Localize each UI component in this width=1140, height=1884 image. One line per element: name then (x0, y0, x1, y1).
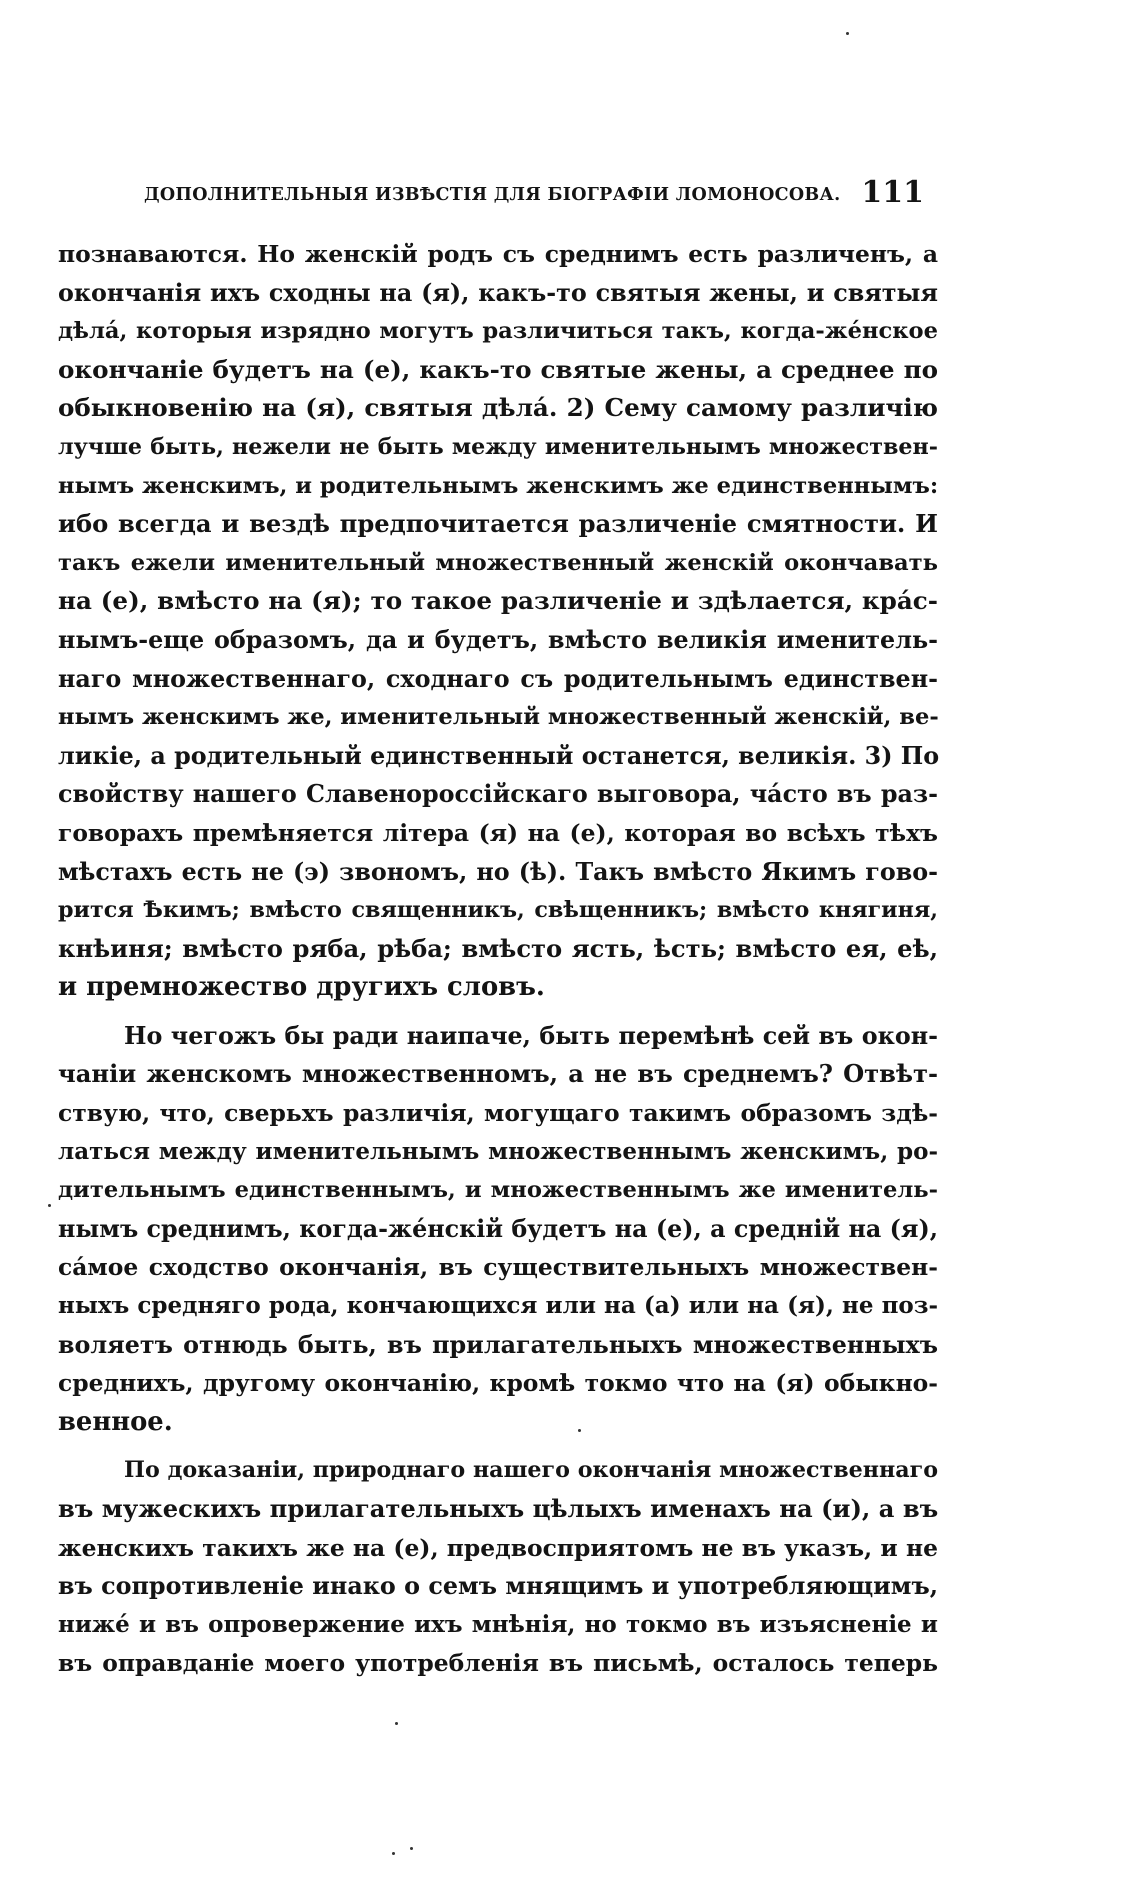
text-line: са́мое сходство окончанія, въ существительныхъ множествен- (58, 1253, 938, 1282)
paragraph-container (58, 235, 938, 1683)
text-line: ныхъ средняго рода, кончающихся или на (а) или на (я), не поз- (58, 1292, 938, 1320)
text-line: чаніи женскомъ множественномъ, а не въ среднемъ? Отвѣт- (58, 1059, 938, 1089)
text-line: познаваются. Но женскій родъ съ среднимъ есть различенъ, а (58, 240, 938, 268)
text-line: нымъ-еще образомъ, да и будетъ, вмѣсто великія именитель- (58, 625, 938, 654)
text-line: лучше быть, нежели не быть между именительнымъ множествен- (58, 433, 938, 460)
text-line: латься между именительнымъ множественнымъ женскимъ, ро- (58, 1137, 938, 1165)
text-line: По доказаніи, природнаго нашего окончанія множественнаго (124, 1457, 938, 1484)
text-line: въ сопротивленіе инако о семъ мнящимъ и употребляющимъ, (58, 1572, 938, 1601)
text-line: ствую, что, сверьхъ различія, могущаго такимъ образомъ здѣ- (58, 1099, 938, 1128)
running-title: ДОПОЛНИТЕЛЬНЫЯ ИЗВѢСТІЯ ДЛЯ БІОГРАФІИ ЛОМОНОСОВА. (144, 185, 841, 205)
dust-speck (392, 1852, 395, 1855)
text-line: мѣстахъ есть не (э) звономъ, но (ѣ). Такъ вмѣсто Якимъ гово- (58, 857, 938, 886)
paragraph-gap (58, 1441, 938, 1451)
text-line: въ мужескихъ прилагательныхъ цѣлыхъ именахъ на (и), а въ (58, 1494, 939, 1523)
paragraph (58, 1451, 938, 1683)
text-line: на (е), вмѣсто на (я); то такое различеніе и здѣлается, кра́с- (58, 586, 938, 616)
text-line: окончаніе будетъ на (е), какъ-то святые жены, а среднее по (58, 354, 938, 384)
paragraph (58, 1017, 938, 1442)
text-line: Но чегожъ бы ради наипаче, быть перемѣнѣ сей въ окон- (124, 1021, 938, 1050)
dust-speck (846, 32, 849, 35)
text-line: ибо всегда и вездѣ предпочитается различеніе смятности. И (58, 509, 938, 539)
running-header (144, 175, 924, 215)
paragraph-gap (58, 1007, 938, 1017)
text-line: и премножество другихъ словъ. (58, 972, 545, 1003)
body-text (58, 235, 938, 1683)
text-line: дительнымъ единственнымъ, и множественнымъ же именитель- (58, 1177, 938, 1204)
text-line: свойству нашего Славенороссійскаго выговора, ча́сто въ раз- (58, 780, 938, 809)
paragraph (58, 235, 938, 1007)
text-line: такъ ежели именительный множественный женскій окончавать (58, 549, 938, 576)
text-line: нымъ женскимъ же, именительный множественный женскій, ве- (58, 704, 939, 731)
text-line: говорахъ премѣняется літера (я) на (е), которая во всѣхъ тѣхъ (58, 818, 938, 847)
text-line: кнѣиня; вмѣсто ряба, рѣба; вмѣсто ясть, ѣсть; вмѣсто ея, еѣ, (58, 933, 938, 963)
text-line: воляетъ отнюдь быть, въ прилагательныхъ множественныхъ (58, 1330, 938, 1359)
text-line: среднихъ, другому окончанію, кромѣ токмо что на (я) обыкно- (58, 1369, 938, 1398)
text-line: венное. (58, 1406, 173, 1437)
text-line: дѣла́, которыя изрядно могутъ различиться такъ, когда-же́нское (58, 318, 938, 345)
dust-speck (578, 1429, 581, 1432)
text-line: окончанія ихъ сходны на (я), какъ-то святыя жены, и святыя (58, 278, 938, 307)
text-line: нымъ женскимъ, и родительнымъ женскимъ же единственнымъ: (58, 472, 939, 499)
dust-speck (48, 1204, 51, 1207)
text-line: въ оправданіе моего употребленія въ письмѣ, осталось теперь (58, 1649, 938, 1678)
text-line: обыкновенію на (я), святыя дѣла́. 2) Сему самому различію (58, 393, 938, 423)
text-line: ниже́ и въ опровержение ихъ мнѣнія, но токмо въ изъясненіе и (58, 1610, 938, 1638)
dust-speck (410, 1847, 413, 1850)
text-line: нымъ среднимъ, когда-же́нскій будетъ на (е), а средній на (я), (58, 1214, 938, 1243)
dust-speck (395, 1722, 398, 1725)
page-number: 111 (861, 175, 924, 210)
text-line: наго множественнаго, сходнаго съ родительнымъ единствен- (58, 664, 938, 693)
text-line: женскихъ такихъ же на (е), предвосприятомъ не въ указъ, и не (58, 1533, 938, 1562)
text-line: рится Ѣкимъ; вмѣсто священникъ, свѣщенникъ; вмѣсто княгиня, (58, 897, 938, 924)
text-line: ликіе, а родительный единственный останется, великія. 3) По (58, 741, 940, 770)
